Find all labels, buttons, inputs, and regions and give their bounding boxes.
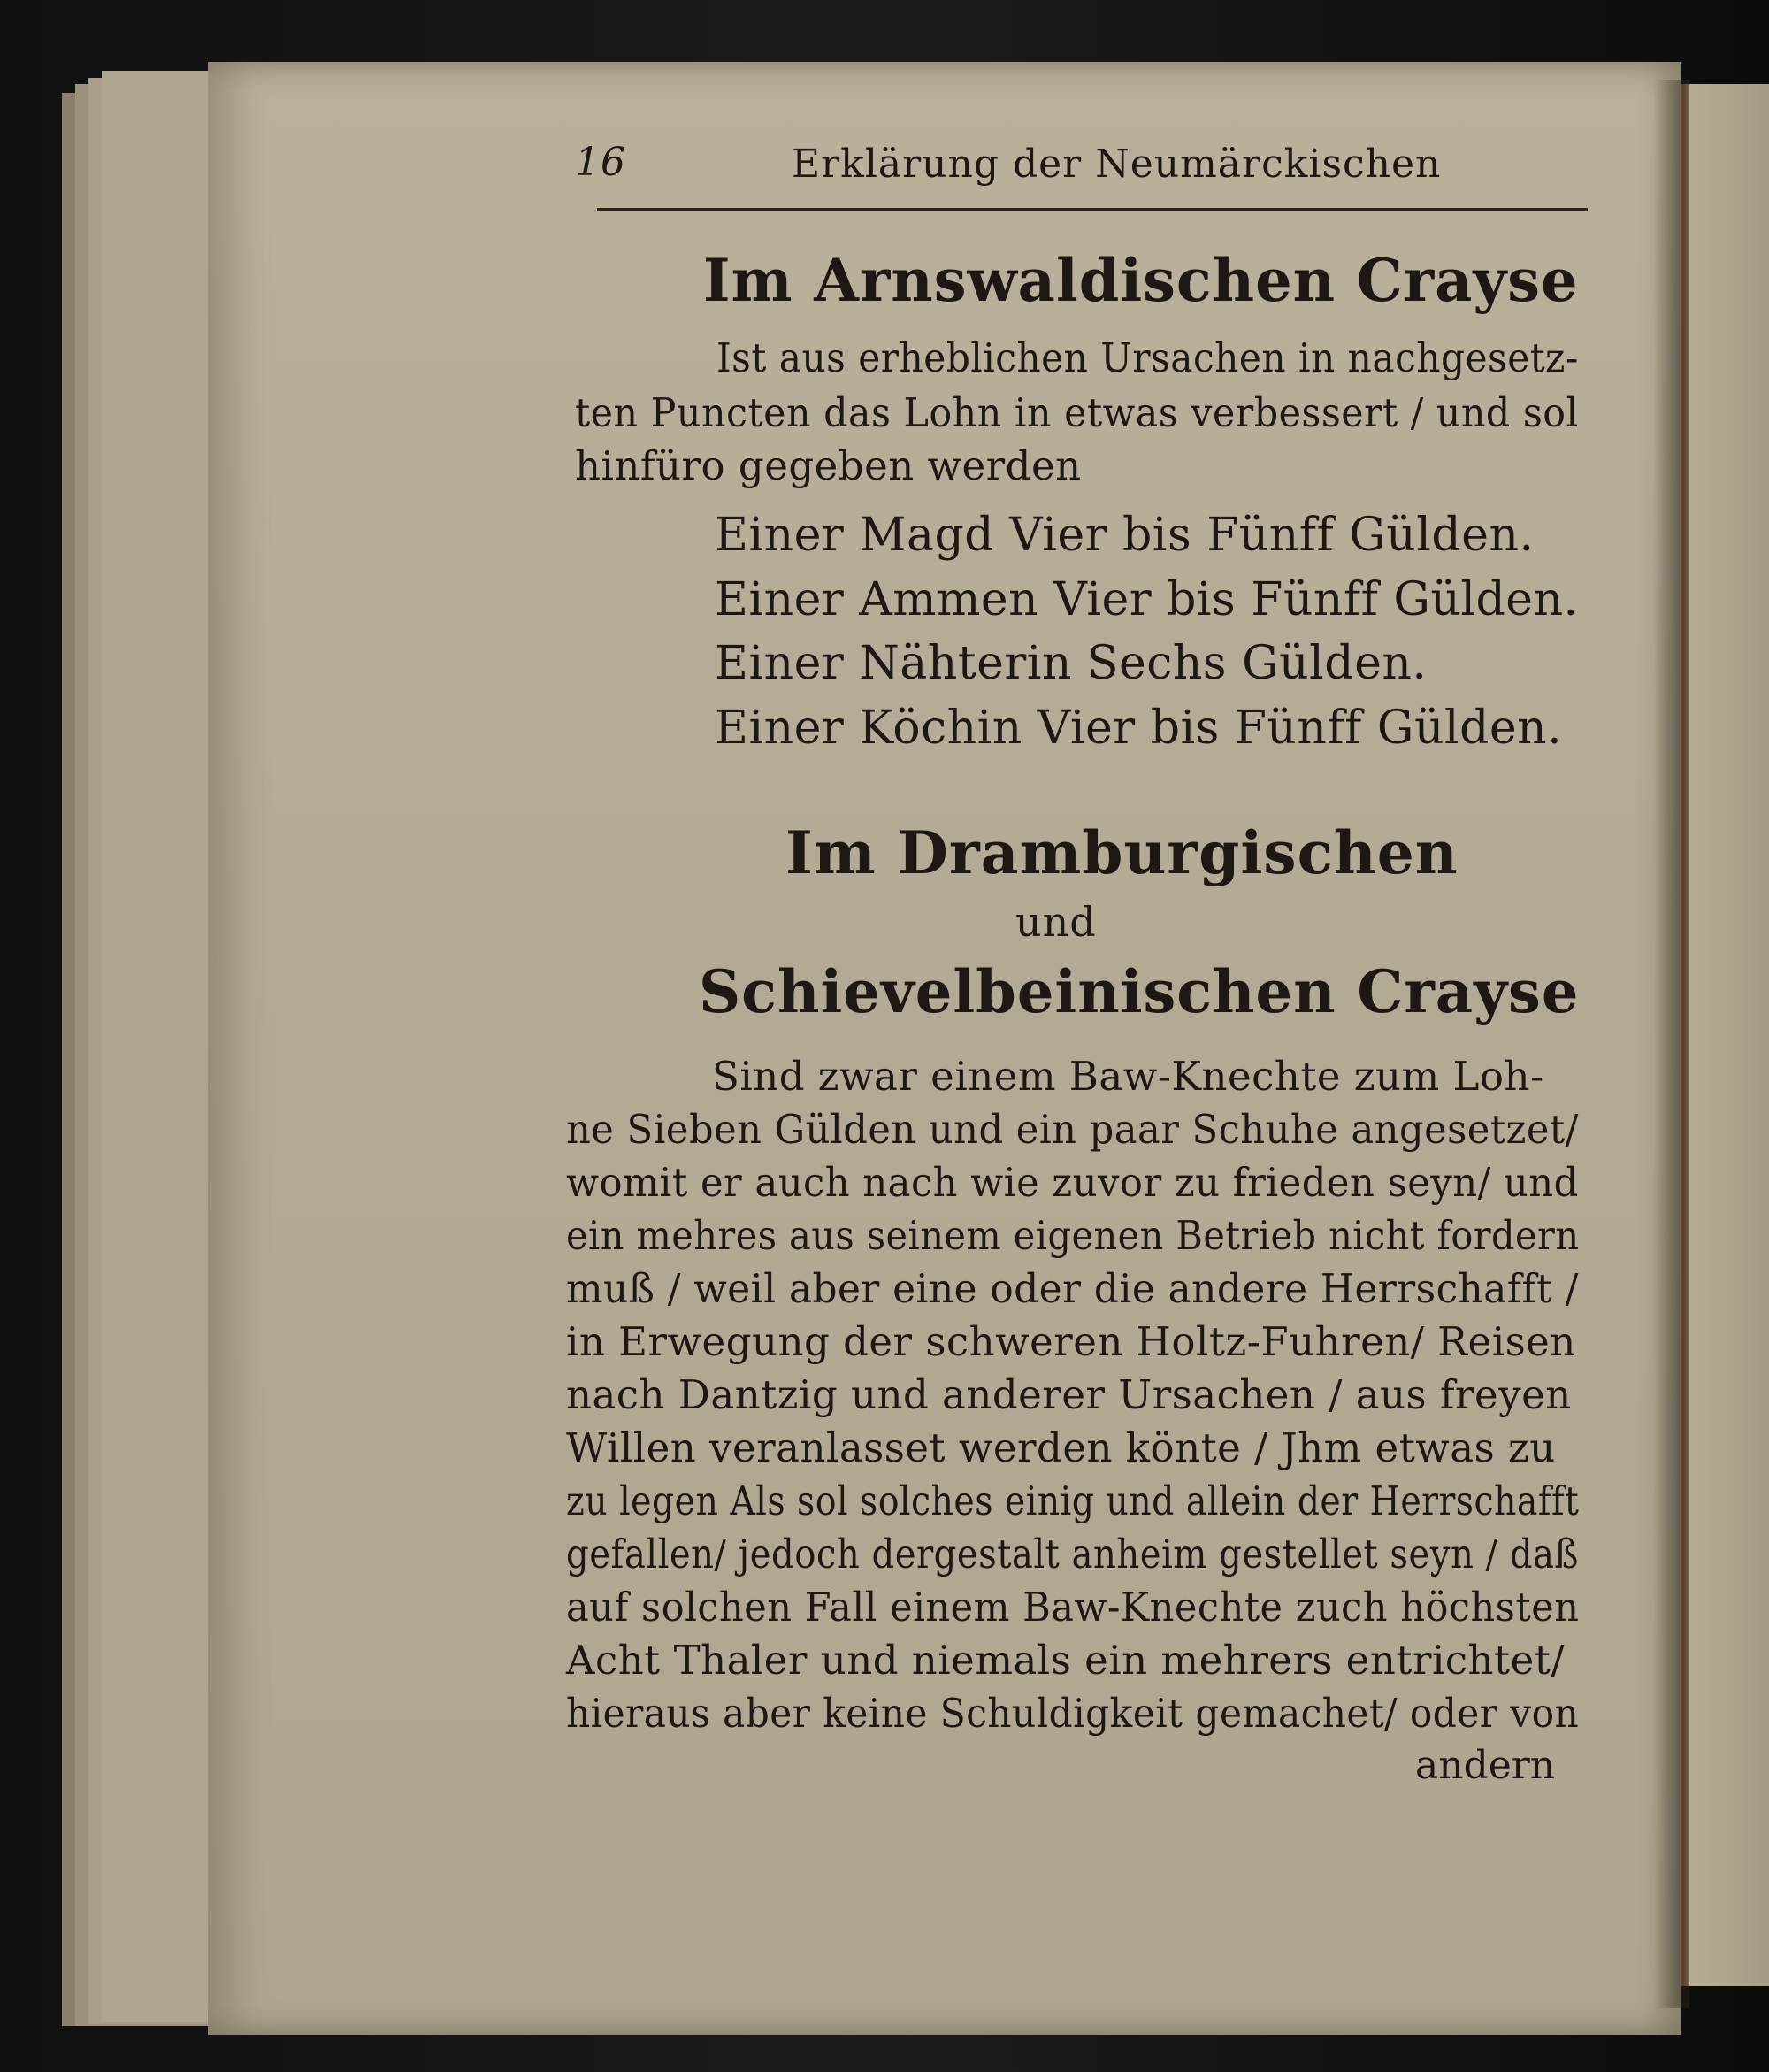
paragraph-line: ein mehres aus seinem eigenen Betrieb nicht fordern bbox=[566, 1212, 1580, 1259]
paragraph-line: gefallen/ jedoch dergestalt anheim gestellet seyn / daß bbox=[566, 1531, 1579, 1577]
page-number: 16 bbox=[575, 140, 626, 185]
header-rule bbox=[597, 208, 1588, 211]
paragraph-line: muß / weil aber eine oder die andere Herrschafft / bbox=[566, 1265, 1579, 1312]
paragraph-line: womit er auch nach wie zuvor zu frieden seyn/ und bbox=[566, 1159, 1579, 1206]
paragraph-line: ten Puncten das Lohn in etwas verbessert / und sol bbox=[575, 389, 1579, 436]
facing-page-edge bbox=[1676, 84, 1769, 1986]
paragraph-line: Acht Thaler und niemals ein mehrers entrichtet/ bbox=[566, 1637, 1565, 1684]
list-item: Einer Ammen Vier bis Fünff Gülden. bbox=[715, 573, 1579, 626]
section-heading: Im Arnswaldischen Crayse bbox=[703, 246, 1579, 315]
list-item: Einer Magd Vier bis Fünff Gülden. bbox=[715, 509, 1535, 562]
paragraph-line: auf solchen Fall einem Baw-Knechte zuch höchsten bbox=[566, 1584, 1580, 1631]
paragraph-line: hieraus aber keine Schuldigkeit gemachet/ oder von bbox=[566, 1690, 1580, 1737]
page-gutter bbox=[1654, 80, 1689, 2008]
running-title: Erklärung der Neumärckischen bbox=[792, 142, 1442, 187]
section-heading: Schievelbeinischen Crayse bbox=[699, 957, 1580, 1026]
list-item: Einer Köchin Vier bis Fünff Gülden. bbox=[715, 702, 1563, 755]
paragraph-line: ne Sieben Gülden und ein paar Schuhe angesetzet/ bbox=[566, 1106, 1579, 1153]
list-item: Einer Nähterin Sechs Gülden. bbox=[715, 637, 1428, 690]
section-heading: Im Dramburgischen bbox=[785, 818, 1459, 887]
paragraph-line: hinfüro gegeben werden bbox=[575, 442, 1082, 489]
paragraph-line: zu legen Als sol solches einig und allein der Herrschafft bbox=[566, 1477, 1580, 1524]
paragraph-line: Sind zwar einem Baw-Knechte zum Loh- bbox=[712, 1053, 1544, 1100]
paragraph-line: Ist aus erheblichen Ursachen in nachgesetz- bbox=[716, 334, 1579, 381]
paragraph-line: Willen veranlasset werden könte / Jhm etwas zu bbox=[566, 1424, 1556, 1471]
paragraph-line: nach Dantzig und anderer Ursachen / aus freyen bbox=[566, 1371, 1572, 1418]
catchword: andern bbox=[1415, 1743, 1556, 1788]
paragraph-line: in Erwegung der schweren Holtz-Fuhren/ Reisen bbox=[566, 1318, 1576, 1365]
section-heading-connector: und bbox=[1015, 898, 1097, 946]
